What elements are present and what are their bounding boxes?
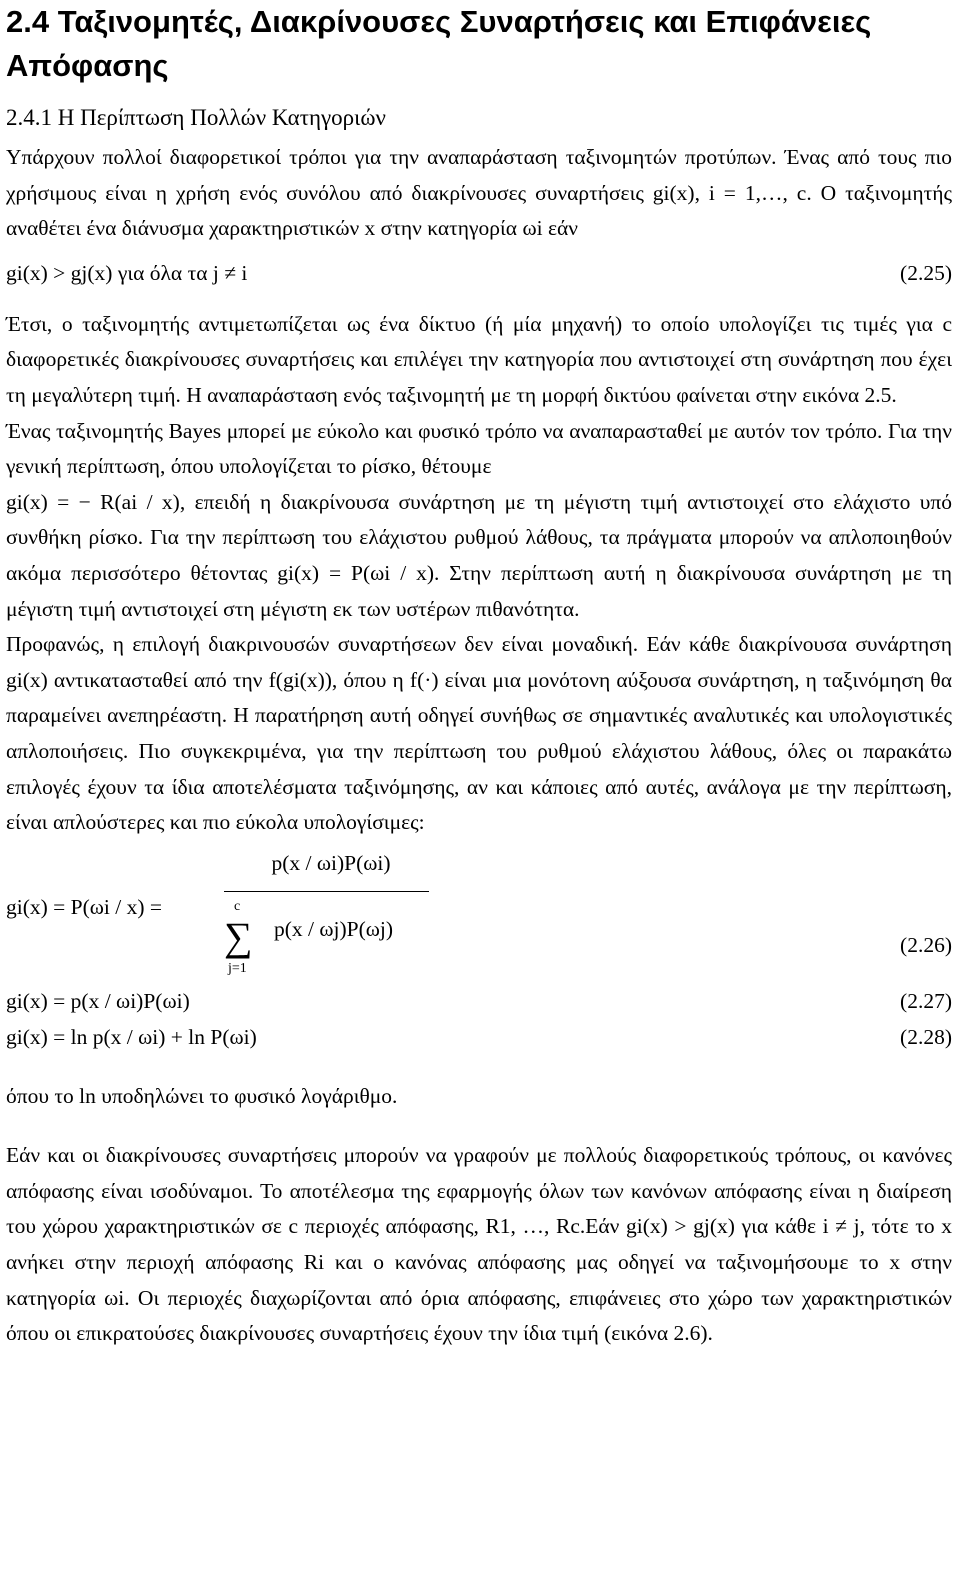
paragraph-ln-note: όπου το ln υποδηλώνει το φυσικό λογάριθμο. xyxy=(6,1083,398,1108)
document-page xyxy=(6,0,952,1352)
equation-expr: gi(x) = p(x / ωi)P(ωi) xyxy=(6,988,190,1013)
equation-2-27 xyxy=(6,983,952,1019)
equation-expr: gi(x) > gj(x) για όλα τα j ≠ i xyxy=(6,260,248,285)
equation-number: (2.26) xyxy=(900,932,952,957)
subsection-heading: 2.4.1 Η Περίπτωση Πολλών Κατηγοριών xyxy=(6,105,386,130)
paragraph-risk: gi(x) = − R(ai / x), επειδή η διακρίνουσα συνάρτηση με τη μέγιστη τιμή αντιστοιχεί στο ελάχιστο υπό συνθήκη ρίσκο. Για την περίπτωση του ελάχιστου ρυθμού λάθους, τα πράγματα μπορούν να απλοποιηθούν ακόμα περισσότερο θέτοντας gi(x) = P(ωi / x). Στην περίπτωση αυτή η διακρίνουσα συνάρτηση με τη μέγιστη τιμή αντιστοιχεί στη μέγιστη εκ των υστέρων πιθανότητα. xyxy=(6,489,952,621)
paragraph-bayes: Ένας ταξινομητής Bayes μπορεί με εύκολο και φυσικό τρόπο να αναπαρασταθεί με αυτόν τον τρόπο. Για την γενική περίπτωση, όπου υπολογίζεται το ρίσκο, θέτουμε xyxy=(6,418,952,479)
denominator-expr: p(x / ωj)P(ωj) xyxy=(274,916,394,941)
paragraph-intro: Υπάρχουν πολλοί διαφορετικοί τρόποι για την αναπαράσταση ταξινομητών προτύπων. Ένας από τους πιο χρήσιμους είναι η χρήση ενός συνόλου από διακρίνουσες συναρτήσεις gi(x), i = 1,…, c. Ο ταξινομητής αναθέτει ένα διάνυσμα χαρακτηριστικών x στην κατηγορία ωi εάν xyxy=(6,145,952,241)
sum-upper-limit: c xyxy=(234,898,241,914)
equation-number: (2.28) xyxy=(900,1024,952,1049)
equation-2-28 xyxy=(6,1019,952,1055)
equation-number: (2.27) xyxy=(900,988,952,1013)
equation-number: (2.25) xyxy=(900,260,952,285)
equation-expr: gi(x) = ln p(x / ωi) + ln P(ωi) xyxy=(6,1024,257,1049)
sum-symbol: ∑ xyxy=(224,913,253,959)
equation-2-26 xyxy=(6,851,952,983)
paragraph-choice: Προφανώς, η επιλογή διακρινουσών συναρτήσεων δεν είναι μοναδική. Εάν κάθε διακρίνουσα συνάρτηση gi(x) αντικατασταθεί από την f(gi(x)), όπου η f(·) είναι μια μονότονη αύξουσα συνάρτηση, η ταξινόμηση θα παραμείνει ανεπηρέαστη. Η παρατήρηση αυτή οδηγεί συνήθως σε σημαντικές αναλυτικές και υπολογιστικές απλοποιήσεις. Πιο συγκεκριμένα, για την περίπτωση του ρυθμού ελάχιστου λάθους, όλες οι παρακάτω επιλογές έχουν τα ίδια αποτελέσματα ταξινόμησης, αν και κάποιες από αυτές, ανάλογα με την περίπτωση, είναι απλούστερες και πιο εύκολα υπολογίσιμες: xyxy=(6,632,952,835)
paragraph-network: Έτσι, ο ταξινομητής αντιμετωπίζεται ως ένα δίκτυο (ή μία μηχανή) το οποίο υπολογίζει τις τιμές για c διαφορετικές διακρίνουσες συναρτήσεις και επιλέγει την κατηγορία που αντιστοιχεί στη συνάρτηση που έχει τη μεγαλύτερη τιμή. Η αναπαράσταση ενός ταξινομητή με τη μορφή δικτύου φαίνεται στην εικόνα 2.5. xyxy=(6,311,952,407)
fraction-numerator: p(x / ωi)P(ωi) xyxy=(271,850,391,875)
section-heading: 2.4 Ταξινομητές, Διακρίνουσες Συναρτήσεις και Επιφάνειες Απόφασης xyxy=(6,4,872,83)
paragraph-decision-regions: Εάν και οι διακρίνουσες συναρτήσεις μπορούν να γραφούν με πολλούς διαφορετικούς τρόπους, οι κανόνες απόφασης είναι ισοδύναμοι. Το αποτέλεσμα της εφαρμογής όλων των κανόνων απόφασης είναι η διαίρεση του χώρου χαρακτηριστικών σε c περιοχές απόφασης, R1, …, Rc.Εάν gi(x) > gj(x) για κάθε i ≠ j, τότε το x ανήκει στην περιοχή απόφασης Ri και ο κανόνας απόφασης μας οδηγεί να ταξινομήσουμε το x στην κατηγορία ωi. Οι περιοχές διαχωρίζονται από όρια απόφασης, επιφάνειες στο χώρο των χαρακτηριστικών όπου οι επικρατούσες διακρίνουσες συναρτήσεις έχουν την ίδια τιμή (εικόνα 2.6). xyxy=(6,1143,952,1346)
fraction-bar xyxy=(224,891,429,893)
equation-left: gi(x) = P(ωi / x) = xyxy=(6,894,163,919)
sum-lower-limit: j=1 xyxy=(228,960,247,976)
equation-2-25 xyxy=(6,253,952,293)
